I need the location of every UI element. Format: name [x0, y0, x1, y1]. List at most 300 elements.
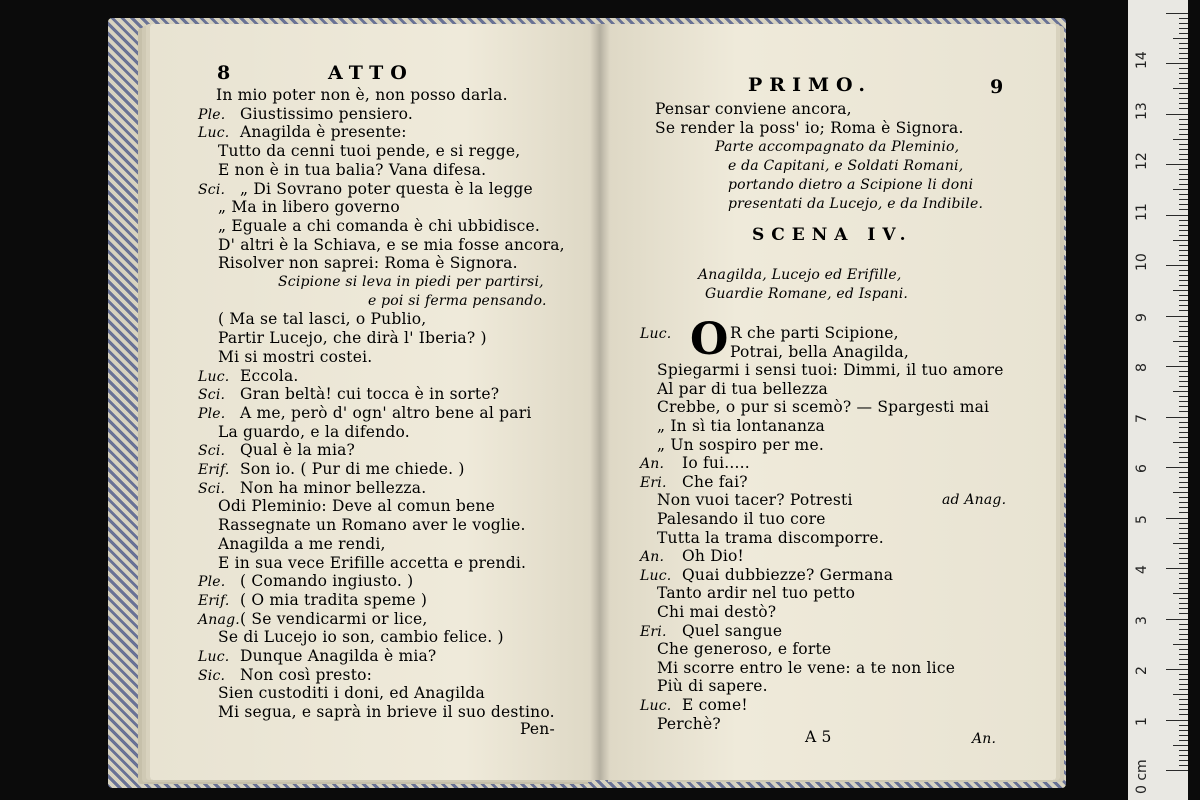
- text-line: [218, 497, 495, 515]
- text-line: [218, 628, 504, 646]
- ruler-tick: [1179, 305, 1188, 306]
- ruler-tick: [1179, 654, 1188, 655]
- ruler-tick: [1179, 356, 1188, 357]
- line-text: Eccola.: [240, 366, 299, 385]
- ruler-tick: [1179, 209, 1188, 210]
- ruler-tick: [1166, 265, 1188, 266]
- text-line: [198, 385, 499, 404]
- ruler-tick: [1179, 184, 1188, 185]
- text-line: [218, 423, 410, 441]
- line-text: Potrai, bella Anagilda,: [730, 342, 909, 361]
- ruler-tick: [1179, 295, 1188, 296]
- ruler-tick: [1179, 280, 1188, 281]
- speaker-label: Luc.: [198, 125, 230, 142]
- line-text: Guardie Romane, ed Ispani.: [705, 286, 909, 302]
- text-line: [198, 180, 533, 199]
- ruler-tick: [1166, 114, 1188, 115]
- ruler-tick: [1179, 598, 1188, 599]
- ruler-tick: [1173, 391, 1188, 392]
- ruler-tick: [1179, 664, 1188, 665]
- ruler-tick: [1179, 179, 1188, 180]
- text-line: [218, 254, 518, 272]
- line-text: Che generoso, e forte: [657, 640, 832, 659]
- text-line: [198, 666, 372, 685]
- text-line: [657, 491, 1007, 510]
- text-line: [640, 547, 744, 566]
- text-line: [657, 417, 825, 435]
- ruler-tick: [1179, 649, 1188, 650]
- ruler-tick: [1179, 477, 1188, 478]
- ruler-tick: [1179, 714, 1188, 715]
- ruler-tick: [1179, 225, 1188, 226]
- ruler-tick: [1179, 558, 1188, 559]
- line-text: Anagilda è presente:: [240, 123, 407, 142]
- drop-cap: O: [690, 314, 729, 365]
- speaker-label: An.: [640, 456, 665, 473]
- text-line: [198, 404, 531, 423]
- ruler-tick: [1179, 93, 1188, 94]
- ruler-tick: [1179, 98, 1188, 99]
- ruler-tick: [1179, 447, 1188, 448]
- line-text: Risolver non saprei: Roma è Signora.: [218, 254, 518, 273]
- ruler-label: 14: [1134, 51, 1150, 69]
- ruler-tick: [1179, 512, 1188, 513]
- line-text: Partir Lucejo, che dirà l' Iberia? ): [218, 329, 487, 348]
- ruler-tick: [1179, 472, 1188, 473]
- ruler-tick: [1179, 422, 1188, 423]
- speaker-label: Sci.: [198, 480, 226, 497]
- text-line: [657, 529, 884, 547]
- ruler-tick: [1179, 406, 1188, 407]
- speaker-label: Erif.: [198, 592, 230, 609]
- ruler-tick: [1173, 290, 1188, 291]
- ruler-tick: [1166, 417, 1188, 418]
- line-text: „ Eguale a chi comanda è chi ubbidisce.: [218, 216, 541, 235]
- ruler-tick: [1179, 78, 1188, 79]
- ruler-tick: [1179, 250, 1188, 251]
- ruler-label: 5: [1134, 514, 1150, 524]
- ruler-tick: [1179, 18, 1188, 19]
- ruler-tick: [1179, 548, 1188, 549]
- text-line: [198, 367, 299, 386]
- line-text: Perchè?: [657, 714, 721, 733]
- speaker-label: Sci.: [198, 387, 226, 404]
- ruler-tick: [1179, 336, 1188, 337]
- ruler-tick: [1179, 674, 1188, 675]
- ruler-tick: [1179, 740, 1188, 741]
- ruler-tick: [1179, 154, 1188, 155]
- ruler-tick: [1166, 215, 1188, 216]
- text-line: [655, 119, 964, 137]
- line-text: Son io. ( Pur di me chiede. ): [240, 460, 465, 478]
- speaker-label: Luc.: [640, 567, 672, 584]
- text-line: [218, 329, 487, 347]
- text-line: [640, 566, 893, 585]
- ruler-tick: [1179, 497, 1188, 498]
- left-page-number: 8: [217, 62, 238, 84]
- line-text: Dunque Anagilda è mia?: [240, 647, 437, 665]
- ruler-tick: [1173, 139, 1188, 140]
- ruler-tick: [1179, 199, 1188, 200]
- line-text: Sien custoditi i doni, ed Anagilda: [218, 684, 486, 703]
- ruler-tick: [1179, 432, 1188, 433]
- text-line: [657, 584, 855, 602]
- character-list-line: [698, 266, 902, 284]
- line-text: A me, però d' ogn' altro bene al pari: [240, 403, 532, 422]
- text-line: [198, 610, 428, 629]
- ruler-tick: [1179, 583, 1188, 584]
- ruler-label: 12: [1134, 152, 1150, 170]
- stage-direction-line: [728, 195, 983, 213]
- ruler-tick: [1179, 245, 1188, 246]
- line-text: Spiegarmi i sensi tuoi: Dimmi, il tuo amore: [657, 361, 1004, 380]
- ruler-tick: [1166, 518, 1188, 519]
- text-line: [216, 86, 508, 104]
- ruler-tick: [1173, 38, 1188, 39]
- ruler-tick: [1179, 735, 1188, 736]
- text-line: [640, 324, 899, 343]
- line-text: Mi scorre entro le vene: a te non lice: [657, 658, 956, 677]
- ruler-label: 2: [1134, 666, 1150, 675]
- ruler-tick: [1166, 63, 1188, 64]
- ruler-tick: [1179, 326, 1188, 327]
- ruler-tick: [1179, 220, 1188, 221]
- line-text: Quai dubbiezze? Germana: [682, 565, 894, 584]
- line-text: e poi si ferma pensando.: [368, 292, 547, 309]
- ruler-tick: [1179, 538, 1188, 539]
- ruler-tick: [1179, 174, 1188, 175]
- ruler-tick: [1179, 144, 1188, 145]
- ruler-tick: [1179, 235, 1188, 236]
- text-line: [657, 603, 776, 621]
- ruler-tick: [1166, 316, 1188, 317]
- ruler-label: 4: [1134, 565, 1150, 574]
- ruler-tick: [1179, 108, 1188, 109]
- ruler-tick: [1173, 543, 1188, 544]
- ruler-tick: [1179, 83, 1188, 84]
- stage-direction-line: [368, 292, 547, 310]
- text-line: [657, 659, 955, 677]
- ruler-tick: [1173, 745, 1188, 746]
- ruler-tick: [1173, 189, 1188, 190]
- text-line: [218, 554, 526, 572]
- line-text: Che fai?: [682, 472, 748, 491]
- ruler-tick: [1179, 765, 1188, 766]
- ruler-tick: [1179, 482, 1188, 483]
- ruler-tick: [1179, 194, 1188, 195]
- line-text: E non è in tua balia? Vana difesa.: [218, 160, 487, 179]
- text-line: [218, 142, 520, 160]
- text-line: [218, 516, 526, 534]
- line-text: „ Un sospiro per me.: [657, 435, 824, 454]
- ruler-tick: [1179, 462, 1188, 463]
- ruler-tick: [1179, 396, 1188, 397]
- line-text: Anagilda a me rendi,: [218, 534, 386, 553]
- ruler-tick: [1179, 563, 1188, 564]
- ruler-tick: [1179, 639, 1188, 640]
- character-list-line: [705, 285, 908, 303]
- ruler-tick: [1166, 669, 1188, 670]
- ruler-tick: [1179, 300, 1188, 301]
- ruler-tick: [1179, 704, 1188, 705]
- text-line: [640, 696, 748, 715]
- left-catchword: Pen-: [520, 720, 555, 738]
- line-text: Scipione si leva in piedi per partirsi,: [278, 274, 544, 290]
- ruler-tick: [1179, 750, 1188, 751]
- ruler-tick: [1179, 760, 1188, 761]
- ruler-tick: [1179, 603, 1188, 604]
- ruler-label: 3: [1134, 615, 1150, 625]
- ruler-tick: [1179, 346, 1188, 347]
- ruler-tick: [1179, 275, 1188, 276]
- line-text: ( Se vendicarmi or lice,: [240, 609, 428, 628]
- ruler-tick: [1179, 502, 1188, 503]
- ruler-tick: [1173, 240, 1188, 241]
- ruler-tick: [1179, 285, 1188, 286]
- signature-mark: A 5: [805, 728, 832, 746]
- left-running-head: ATTO: [328, 62, 414, 84]
- line-text: D' altri è la Schiava, e se mia fosse ancora,: [218, 235, 565, 254]
- ruler-tick: [1179, 401, 1188, 402]
- ruler-tick: [1179, 321, 1188, 322]
- line-text: ( Comando ingiusto. ): [240, 572, 414, 591]
- text-line: [198, 460, 465, 479]
- ruler-tick: [1179, 260, 1188, 261]
- ruler-tick: [1166, 467, 1188, 468]
- speaker-label: Eri.: [640, 623, 667, 640]
- ruler-tick: [1179, 533, 1188, 534]
- text-line: [655, 100, 852, 118]
- ruler-tick: [1179, 103, 1188, 104]
- right-page-number: 9: [990, 76, 1004, 98]
- text-line: [218, 684, 485, 702]
- ruler-tick: [1179, 629, 1188, 630]
- line-text: Tanto ardir nel tuo petto: [657, 584, 856, 603]
- ruler-tick: [1166, 366, 1188, 367]
- line-text: e da Capitani, e Soldati Romani,: [728, 158, 964, 174]
- ruler-tick: [1179, 204, 1188, 205]
- ruler-label: 7: [1134, 413, 1150, 423]
- ruler-tick: [1179, 43, 1188, 44]
- line-text: Tutta la trama discomporre.: [657, 528, 884, 547]
- line-text: Gran beltà! cui tocca è in sorte?: [240, 385, 500, 404]
- line-text: Non vuoi tacer? Potresti: [657, 491, 853, 510]
- text-line: [218, 236, 565, 254]
- line-text: Odi Pleminio: Deve al comun bene: [218, 497, 495, 516]
- line-text: La guardo, e la difendo.: [218, 422, 410, 441]
- text-line: [218, 348, 372, 366]
- line-text: Mi segua, e saprà in brieve il suo destino.: [218, 703, 555, 722]
- line-text: E come!: [682, 696, 748, 714]
- text-line: [218, 161, 486, 179]
- ruler-label: 8: [1134, 363, 1150, 372]
- ruler-tick: [1179, 376, 1188, 377]
- speaker-label: Ple.: [198, 405, 226, 422]
- line-text: E in sua vece Erifille accetta e prendi.: [218, 553, 527, 572]
- text-line: [218, 198, 400, 216]
- ruler-tick: [1179, 411, 1188, 412]
- text-line: [657, 640, 831, 658]
- text-line: [198, 123, 407, 142]
- ruler-tick: [1173, 694, 1188, 695]
- ruler-tick: [1179, 725, 1188, 726]
- text-line: [640, 473, 748, 492]
- ruler-tick: [1179, 684, 1188, 685]
- text-line: [198, 572, 413, 591]
- ruler-tick: [1166, 619, 1188, 620]
- line-text: ( O mia tradita speme ): [240, 590, 428, 609]
- ruler-tick: [1179, 386, 1188, 387]
- ruler-tick: [1179, 351, 1188, 352]
- text-line: [198, 591, 427, 610]
- book-gutter: [590, 24, 610, 780]
- speaker-label: Luc.: [640, 698, 672, 714]
- text-line: [657, 436, 824, 454]
- speaker-label: Anag.: [198, 611, 240, 628]
- stage-direction-line: [728, 157, 963, 175]
- ruler-tick: [1179, 578, 1188, 579]
- measurement-ruler: [1128, 0, 1188, 800]
- line-text: Rassegnate un Romano aver le voglie.: [218, 516, 526, 535]
- right-catchword: An.: [972, 731, 997, 747]
- ruler-tick: [1179, 270, 1188, 271]
- ruler-label: 0 cm: [1134, 759, 1150, 794]
- line-text: ( Ma se tal lasci, o Publio,: [218, 310, 427, 329]
- ruler-tick: [1179, 28, 1188, 29]
- ruler-tick: [1179, 134, 1188, 135]
- ruler-tick: [1179, 149, 1188, 150]
- line-text: Al par di tua bellezza: [657, 379, 828, 398]
- ruler-tick: [1179, 613, 1188, 614]
- line-text: Palesando il tuo core: [657, 510, 826, 528]
- line-text: In mio poter non è, non posso darla.: [216, 86, 508, 104]
- ruler-label: 1: [1134, 716, 1150, 726]
- ruler-tick: [1179, 129, 1188, 130]
- text-line: [218, 217, 540, 235]
- aside-direction: ad Anag.: [942, 492, 1007, 509]
- ruler-tick: [1179, 659, 1188, 660]
- ruler-tick: [1179, 361, 1188, 362]
- ruler-tick: [1179, 528, 1188, 529]
- line-text: portando dietro a Scipione li doni: [728, 177, 974, 193]
- text-line: [198, 441, 355, 460]
- ruler-tick: [1179, 507, 1188, 508]
- text-line: [657, 398, 989, 416]
- ruler-tick: [1179, 48, 1188, 49]
- ruler-tick: [1166, 164, 1188, 165]
- stage-direction-line: [728, 176, 973, 194]
- ruler-tick: [1179, 371, 1188, 372]
- ruler-tick: [1179, 573, 1188, 574]
- ruler-tick: [1179, 255, 1188, 256]
- ruler-tick: [1173, 492, 1188, 493]
- ruler-tick: [1179, 73, 1188, 74]
- ruler-tick: [1179, 310, 1188, 311]
- stage-direction-line: [278, 273, 544, 291]
- text-line: [218, 703, 555, 721]
- ruler-tick: [1179, 53, 1188, 54]
- text-line: [657, 510, 826, 528]
- text-line: [657, 380, 828, 398]
- ruler-tick: [1179, 634, 1188, 635]
- ruler-tick: [1179, 68, 1188, 69]
- ruler-tick: [1179, 755, 1188, 756]
- ruler-tick: [1179, 553, 1188, 554]
- ruler-tick: [1179, 124, 1188, 125]
- text-line: [218, 310, 426, 328]
- ruler-tick: [1179, 608, 1188, 609]
- line-text: Non ha minor bellezza.: [240, 478, 427, 497]
- speaker-label: Erif.: [198, 462, 230, 478]
- text-line: [657, 715, 721, 733]
- line-text: Se render la poss' io; Roma è Signora.: [655, 119, 964, 137]
- speaker-label: Luc.: [640, 326, 672, 342]
- ruler-tick: [1179, 159, 1188, 160]
- ruler-label: 10: [1134, 253, 1150, 271]
- line-text: Chi mai destò?: [657, 603, 777, 621]
- ruler-tick: [1179, 23, 1188, 24]
- speaker-label: Sic.: [198, 667, 226, 684]
- speaker-label: Ple.: [198, 574, 226, 591]
- line-text: Io fui.....: [682, 454, 750, 473]
- ruler-tick: [1179, 699, 1188, 700]
- line-text: „ Di Sovrano poter questa è la legge: [240, 179, 533, 198]
- ruler-tick: [1166, 770, 1188, 771]
- ruler-tick: [1179, 33, 1188, 34]
- line-text: Quel sangue: [682, 621, 783, 640]
- text-line: [657, 361, 1004, 379]
- ruler-tick: [1166, 720, 1188, 721]
- speaker-label: Luc.: [198, 368, 230, 385]
- ruler-tick: [1166, 568, 1188, 569]
- ruler-tick: [1179, 487, 1188, 488]
- ruler-tick: [1179, 331, 1188, 332]
- ruler-tick: [1179, 679, 1188, 680]
- line-text: Pensar conviene ancora,: [655, 100, 852, 118]
- line-text: Se di Lucejo io son, cambio felice. ): [218, 628, 504, 647]
- text-line: [640, 622, 782, 641]
- ruler-tick: [1179, 381, 1188, 382]
- ruler-tick: [1173, 88, 1188, 89]
- line-text: „ In sì tia lontananza: [657, 417, 825, 435]
- ruler-label: 6: [1134, 464, 1150, 473]
- line-text: Mi si mostri costei.: [218, 347, 373, 366]
- ruler-tick: [1179, 452, 1188, 453]
- line-text: Tutto da cenni tuoi pende, e si regge,: [218, 142, 521, 161]
- ruler-tick: [1179, 689, 1188, 690]
- line-text: „ Ma in libero governo: [218, 198, 400, 217]
- ruler-tick: [1179, 427, 1188, 428]
- speaker-label: Sci.: [198, 443, 226, 460]
- ruler-tick: [1173, 341, 1188, 342]
- line-text: Anagilda, Lucejo ed Erifille,: [698, 267, 902, 283]
- ruler-tick: [1179, 730, 1188, 731]
- text-line: [218, 535, 386, 553]
- text-line: [198, 479, 426, 498]
- ruler-tick: [1173, 593, 1188, 594]
- stage-direction-line: [715, 138, 959, 156]
- ruler-label: 13: [1134, 101, 1150, 120]
- text-line: [640, 454, 750, 473]
- speaker-label: Eri.: [640, 474, 667, 491]
- text-line: [657, 677, 768, 695]
- speaker-label: Ple.: [198, 106, 226, 123]
- ruler-tick: [1173, 442, 1188, 443]
- right-running-head: PRIMO.: [748, 74, 873, 96]
- ruler-tick: [1179, 437, 1188, 438]
- text-line: [198, 647, 436, 666]
- line-text: Non così presto:: [240, 665, 373, 684]
